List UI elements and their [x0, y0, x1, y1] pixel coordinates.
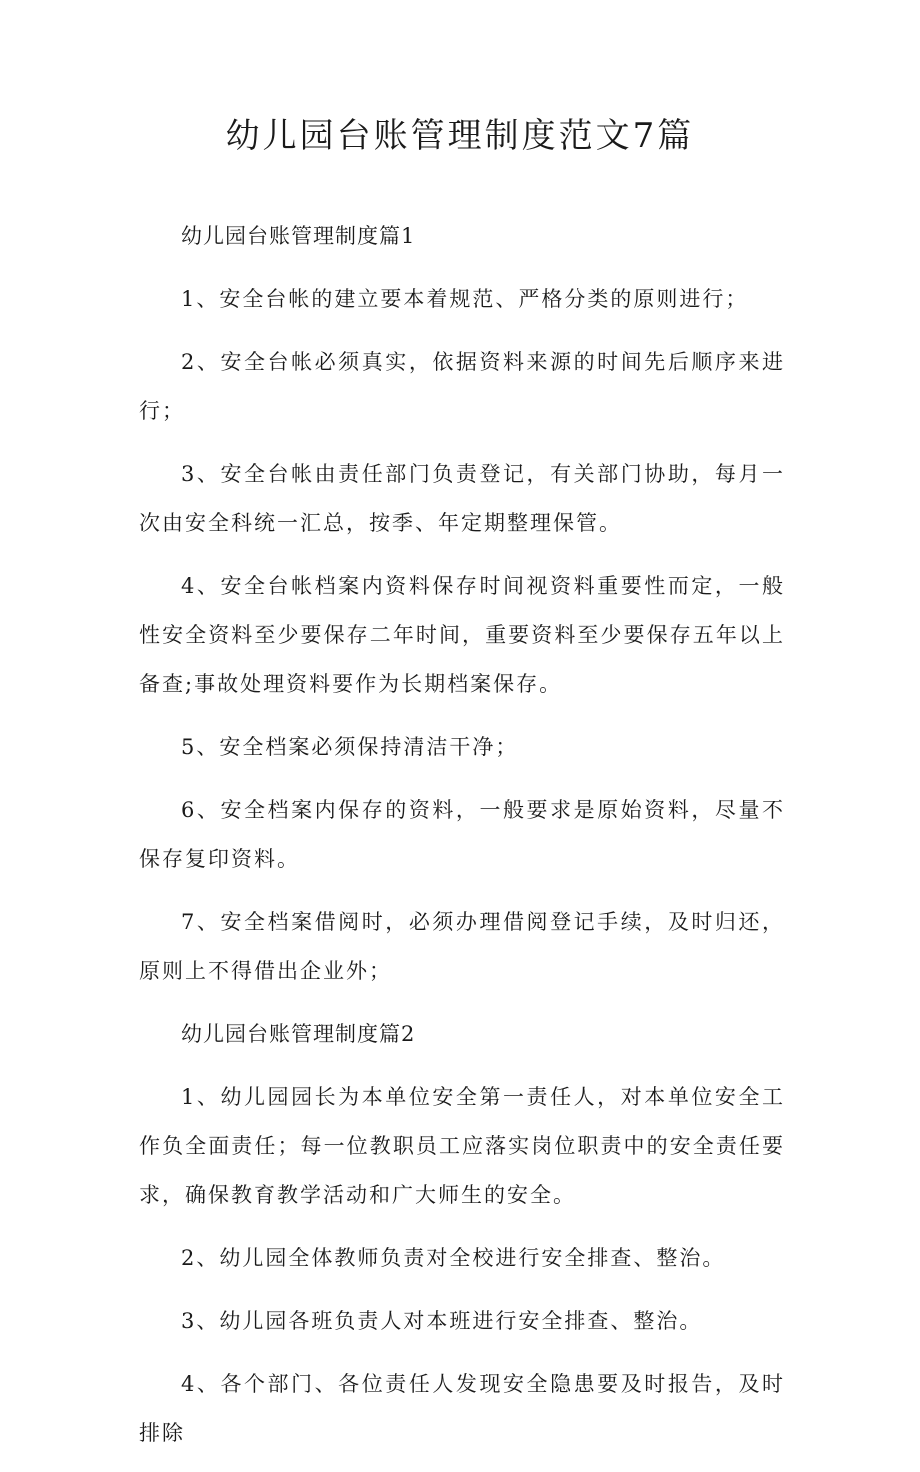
document-title: 幼儿园台账管理制度范文7篇: [225, 116, 695, 156]
paragraph: 6、安全档案内保存的资料，一般要求是原始资料，尽量不保存复印资料。: [139, 798, 785, 871]
document-body: [139, 212, 785, 1472]
section-heading: 幼儿园台账管理制度篇2: [181, 1022, 416, 1046]
paragraph: 2、幼儿园全体教师负责对全校进行安全排查、整治。: [181, 1246, 726, 1270]
paragraph: 3、幼儿园各班负责人对本班进行安全排查、整治。: [181, 1309, 703, 1333]
section-heading: 幼儿园台账管理制度篇1: [181, 224, 416, 248]
paragraph: 1、安全台帐的建立要本着规范、严格分类的原则进行；: [181, 287, 749, 311]
paragraph: 4、安全台帐档案内资料保存时间视资料重要性而定，一般性安全资料至少要保存二年时间，重要资料至少要保存五年以上备查;事故处理资料要作为长期档案保存。: [139, 574, 785, 696]
paragraph: 4、各个部门、各位责任人发现安全隐患要及时报告，及时排除: [139, 1372, 785, 1445]
paragraph: 1、幼儿园园长为本单位安全第一责任人，对本单位安全工作负全面责任；每一位教职员工应落实岗位职责中的安全责任要求，确保教育教学活动和广大师生的安全。: [139, 1085, 785, 1207]
paragraph: 5、安全档案必须保持清洁干净；: [181, 735, 519, 759]
paragraph: 3、安全台帐由责任部门负责登记，有关部门协助，每月一次由安全科统一汇总，按季、年定期整理保管。: [139, 462, 785, 535]
paragraph: 7、安全档案借阅时，必须办理借阅登记手续，及时归还，原则上不得借出企业外；: [139, 910, 785, 983]
paragraph: 2、安全台帐必须真实，依据资料来源的时间先后顺序来进行；: [139, 350, 785, 423]
